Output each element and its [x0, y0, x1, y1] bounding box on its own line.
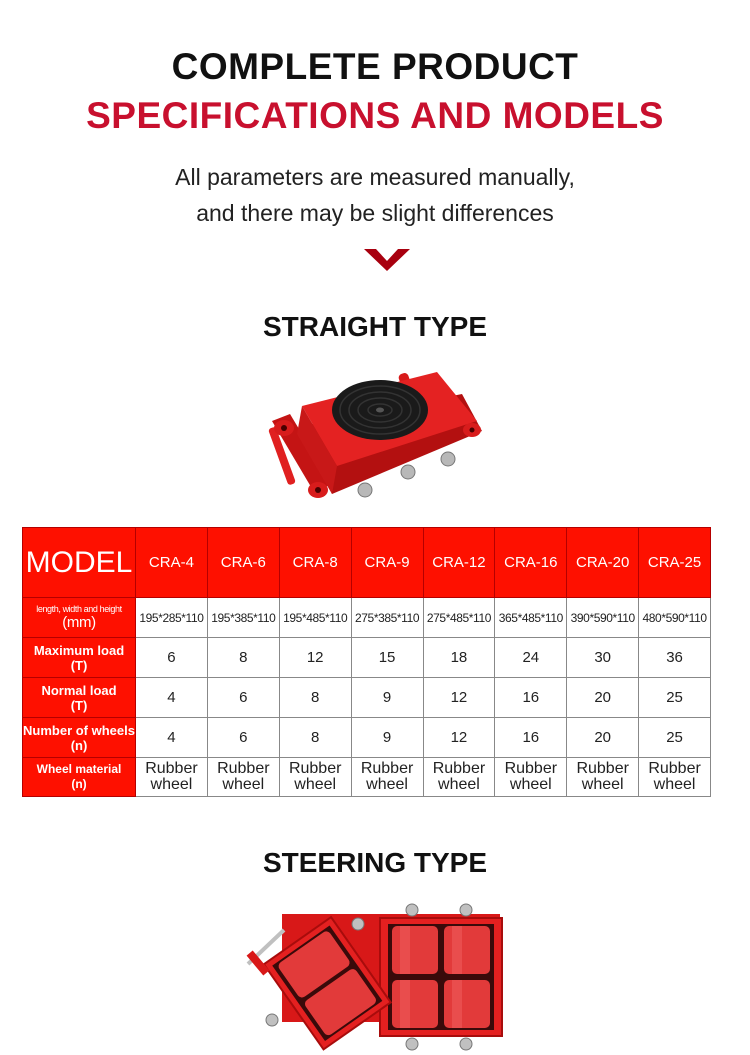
- row-label-unit: (T): [70, 657, 88, 673]
- table-cell: 365*485*110: [495, 598, 567, 638]
- table-cell: [423, 758, 495, 797]
- table-cell: 20: [567, 718, 639, 758]
- note-line-1: All parameters are measured manually,: [175, 164, 575, 190]
- table-cell: 195*385*110: [207, 598, 279, 638]
- table-cell: 4: [136, 718, 208, 758]
- specifications-table: [22, 527, 711, 797]
- table-cell: 6: [207, 678, 279, 718]
- table-cell: 25: [639, 718, 711, 758]
- table-cell: 195*285*110: [136, 598, 208, 638]
- model-cell: CRA-4: [136, 528, 208, 598]
- chevron-down-icon: [364, 249, 410, 271]
- model-cell: CRA-16: [495, 528, 567, 598]
- row-label-text: Normal load: [41, 682, 117, 698]
- cell-line: Rubber: [217, 760, 270, 777]
- table-cell: 195*485*110: [279, 598, 351, 638]
- table-cell: [207, 758, 279, 797]
- table-cell: 8: [279, 678, 351, 718]
- table-cell: 36: [639, 638, 711, 678]
- table-cell: 480*590*110: [639, 598, 711, 638]
- table-cell: 9: [351, 718, 423, 758]
- table-cell: 4: [136, 678, 208, 718]
- table-cell: [351, 758, 423, 797]
- cell-line: Rubber: [648, 760, 701, 777]
- table-cell: 275*385*110: [351, 598, 423, 638]
- table-cell: 6: [207, 718, 279, 758]
- table-row-dimensions: [23, 598, 711, 638]
- model-cell: CRA-25: [639, 528, 711, 598]
- table-row-wheels: [23, 718, 711, 758]
- row-label-dimensions: [23, 598, 136, 638]
- table-cell: [639, 758, 711, 797]
- table-cell: 8: [207, 638, 279, 678]
- model-cell: CRA-8: [279, 528, 351, 598]
- cell-line: Rubber: [504, 760, 558, 777]
- model-cell: CRA-12: [423, 528, 495, 598]
- table-cell: 6: [136, 638, 208, 678]
- table-header-row: [23, 528, 711, 598]
- row-label-text: Maximum load: [33, 642, 125, 658]
- cell-line: wheel: [581, 776, 624, 793]
- table-cell: 24: [495, 638, 567, 678]
- row-label-wheels: [23, 718, 136, 758]
- cell-line: Rubber: [576, 760, 629, 777]
- row-label-text: length, width and height: [36, 604, 122, 614]
- cell-line: Rubber: [360, 760, 414, 777]
- table-cell: 390*590*110: [567, 598, 639, 638]
- straight-type-heading: STRAIGHT TYPE: [262, 311, 487, 342]
- table-cell: [136, 758, 208, 797]
- model-cell: CRA-20: [567, 528, 639, 598]
- table-row-normal-load: [23, 678, 711, 718]
- cell-line: Rubber: [432, 760, 486, 777]
- row-label-text: Number of wheels: [23, 722, 135, 738]
- table-cell: 12: [279, 638, 351, 678]
- table-cell: 15: [351, 638, 423, 678]
- table-cell: 12: [423, 718, 495, 758]
- cell-line: wheel: [150, 776, 193, 793]
- table-row-max-load: [23, 638, 711, 678]
- table-cell: 18: [423, 638, 495, 678]
- table-cell: 16: [495, 718, 567, 758]
- page-title: COMPLETE PRODUCT: [171, 46, 579, 87]
- table-row-material: [23, 758, 711, 797]
- row-label-normal-load: [23, 678, 136, 718]
- row-label-unit: (mm): [62, 614, 96, 631]
- cell-line: wheel: [294, 776, 337, 793]
- cell-line: wheel: [222, 776, 265, 793]
- table-cell: 8: [279, 718, 351, 758]
- cell-line: wheel: [438, 776, 480, 793]
- model-header: MODEL: [23, 528, 136, 598]
- model-cell: CRA-9: [351, 528, 423, 598]
- table-cell: [279, 758, 351, 797]
- row-label-material: [23, 758, 136, 797]
- row-label-unit: (n): [71, 777, 87, 791]
- table-cell: [567, 758, 639, 797]
- page-subtitle-red: SPECIFICATIONS AND MODELS: [86, 95, 664, 136]
- table-cell: 12: [423, 678, 495, 718]
- table-cell: 30: [567, 638, 639, 678]
- cell-line: wheel: [509, 776, 552, 793]
- cell-line: wheel: [653, 776, 696, 793]
- model-cell: CRA-6: [207, 528, 279, 598]
- straight-type-product-image: [262, 366, 488, 506]
- cell-line: Rubber: [145, 760, 198, 777]
- note-line-2: and there may be slight differences: [196, 200, 554, 226]
- table-cell: 16: [495, 678, 567, 718]
- row-label-text: Wheel material: [36, 762, 122, 776]
- steering-type-heading: STEERING TYPE: [262, 847, 488, 878]
- table-cell: [495, 758, 567, 797]
- table-cell: 25: [639, 678, 711, 718]
- table-cell: 275*485*110: [423, 598, 495, 638]
- steering-type-product-image: [240, 902, 510, 1052]
- row-label-unit: (n): [70, 737, 88, 753]
- row-label-max-load: [23, 638, 136, 678]
- cell-line: Rubber: [288, 760, 342, 777]
- table-cell: 20: [567, 678, 639, 718]
- cell-line: wheel: [366, 776, 408, 793]
- row-label-unit: (T): [70, 697, 88, 713]
- table-cell: 9: [351, 678, 423, 718]
